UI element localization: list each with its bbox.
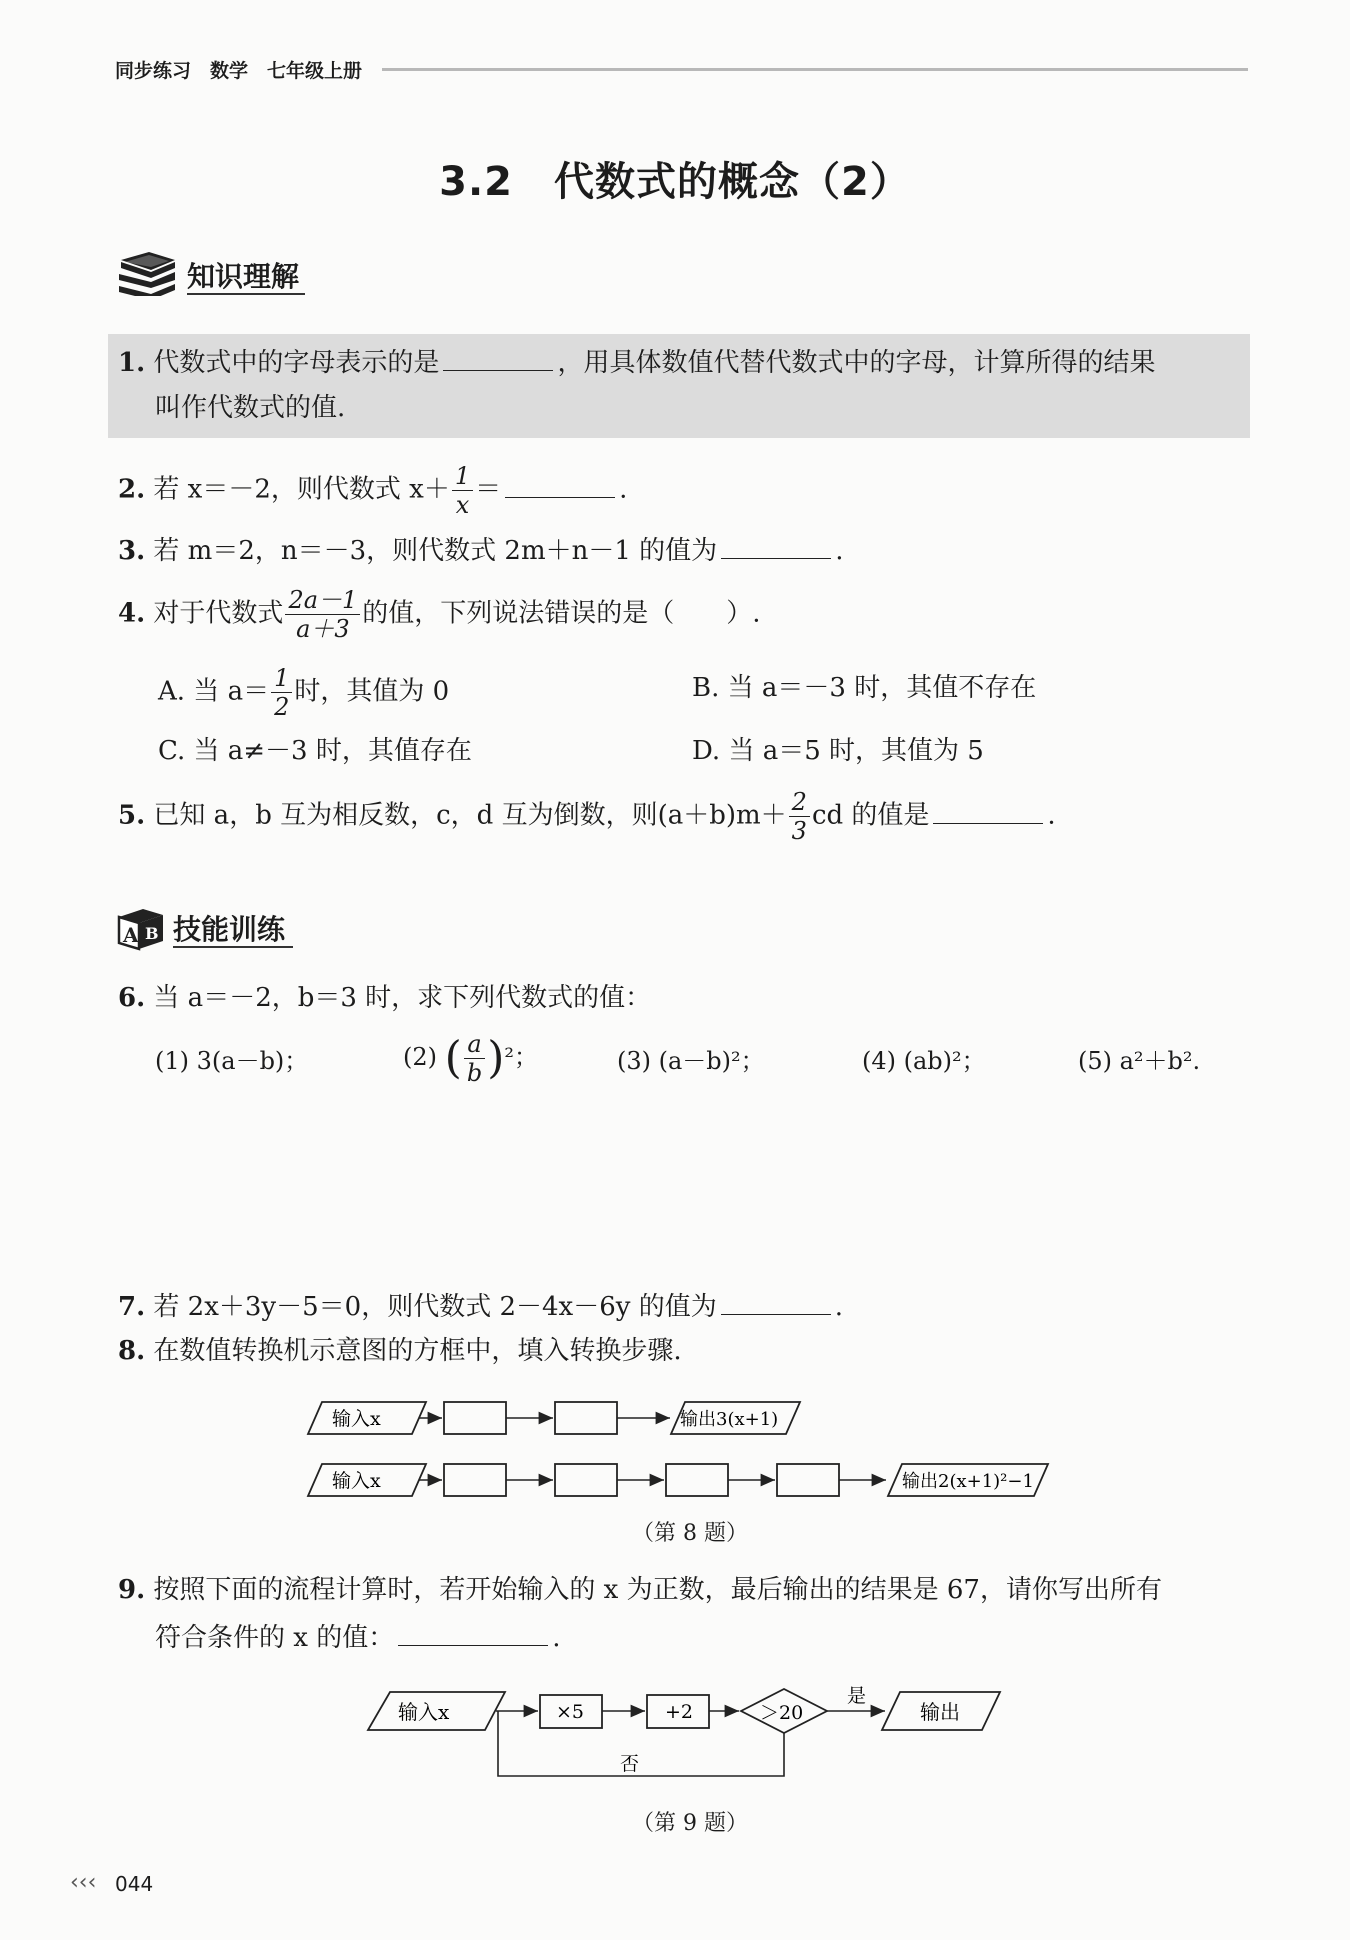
- page-number: 044: [115, 1872, 154, 1896]
- no-label: 否: [620, 1753, 640, 1775]
- section-title-skills: 技能训练: [173, 913, 286, 946]
- fraction-numerator: 1: [452, 462, 473, 491]
- question-7: [118, 1288, 843, 1325]
- q9-text-2: 符合条件的 x 的值：: [155, 1623, 395, 1653]
- q1-text-a: 代数式中的字母表示的是: [153, 348, 440, 378]
- q6-part-2-suffix: ²；: [504, 1043, 538, 1071]
- section-title-understanding: 知识理解: [187, 260, 300, 293]
- q6-part-5: (5) a²＋b².: [1078, 1047, 1201, 1075]
- section-underline: [187, 293, 305, 295]
- fraction-denominator: b: [466, 1059, 483, 1087]
- question-1-line2: 叫作代数式的值.: [155, 393, 346, 423]
- fraction-numerator: 1: [271, 664, 292, 693]
- q5-text: 已知 a，b 互为相反数，c，d 互为倒数，则(a＋b)m＋: [153, 800, 787, 831]
- q3-text: 若 m＝2，n＝－3，则代数式 2m＋n－1 的值为: [153, 536, 718, 566]
- period: .: [834, 1292, 843, 1322]
- yes-label: 是: [847, 1685, 867, 1707]
- fraction-numerator: 2a－1: [285, 586, 360, 615]
- answer-blank[interactable]: [398, 1619, 548, 1646]
- question-number: 8.: [118, 1336, 146, 1366]
- question-8: [118, 1333, 682, 1369]
- question-number: 9.: [118, 1575, 146, 1605]
- output-label: 输出3(x+1): [680, 1409, 779, 1430]
- step-box[interactable]: [555, 1464, 617, 1496]
- add-label: +2: [665, 1701, 694, 1723]
- option-b[interactable]: B. 当 a＝－3 时，其值不存在: [692, 673, 1037, 703]
- header-rule: [382, 68, 1248, 71]
- question-number: 5.: [118, 800, 146, 831]
- period: .: [552, 1623, 561, 1653]
- question-3: [118, 532, 843, 569]
- fraction-denominator: a＋3: [296, 615, 350, 643]
- fraction: [789, 788, 810, 845]
- fraction: [271, 664, 292, 721]
- output-label: 输出2(x+1)²−1: [902, 1471, 1034, 1492]
- question-4: [118, 586, 761, 643]
- answer-blank[interactable]: [443, 344, 553, 371]
- q1-text-b: ，用具体数值代替代数式中的字母，计算所得的结果: [557, 348, 1156, 378]
- fraction-denominator: 2: [274, 693, 290, 721]
- option-a-text: 时，其值为 0: [294, 676, 450, 707]
- figure-caption-9: （第 9 题）: [632, 1811, 748, 1836]
- question-2: [118, 462, 627, 519]
- condition-label: ＞20: [760, 1702, 804, 1724]
- q6-part-1: (1) 3(a－b)；: [155, 1047, 309, 1075]
- q2-text: 若 x＝－2，则代数式 x＋: [153, 474, 450, 505]
- q4-text: 对于代数式: [153, 598, 284, 629]
- answer-blank[interactable]: [721, 1288, 831, 1315]
- question-number: 6.: [118, 983, 146, 1013]
- section-underline: [173, 946, 293, 948]
- answer-blank[interactable]: [721, 532, 831, 559]
- q4-text-suffix: 的值，下列说法错误的是（ ）.: [362, 598, 761, 629]
- option-c[interactable]: C. 当 a≠－3 时，其值存在: [158, 736, 472, 766]
- q6-part-4: (4) (ab)²；: [862, 1047, 986, 1075]
- step-box[interactable]: [444, 1402, 506, 1434]
- diagram-row-1: [308, 1402, 800, 1434]
- q6-text: 当 a＝－2，b＝3 时，求下列代数式的值：: [153, 983, 652, 1013]
- answer-blank[interactable]: [933, 797, 1043, 824]
- fraction-denominator: 3: [791, 817, 807, 845]
- conversion-machine-diagram: [300, 1390, 1060, 1500]
- flowchart-diagram: [360, 1680, 1010, 1790]
- question-number: 2.: [118, 474, 146, 505]
- step-box[interactable]: [777, 1464, 839, 1496]
- question-number: 7.: [118, 1292, 146, 1322]
- question-number: 1.: [118, 348, 146, 378]
- step-box[interactable]: [444, 1464, 506, 1496]
- step-box[interactable]: [666, 1464, 728, 1496]
- q7-text: 若 2x＋3y－5＝0，则代数式 2－4x－6y 的值为: [153, 1292, 717, 1322]
- right-paren: ): [487, 1032, 505, 1084]
- fraction: [452, 462, 473, 519]
- step-box[interactable]: [555, 1402, 617, 1434]
- flow-input-label: 输入x: [398, 1700, 450, 1724]
- q6-part-2-label: (2): [403, 1043, 437, 1071]
- fraction-denominator: x: [455, 491, 470, 519]
- q6-part-3: (3) (a－b)²；: [617, 1047, 765, 1075]
- answer-blank[interactable]: [505, 471, 615, 498]
- q9-text: 按照下面的流程计算时，若开始输入的 x 为正数，最后输出的结果是 67，请你写出所有: [153, 1575, 1162, 1605]
- question-number: 3.: [118, 536, 146, 566]
- option-a-label: A. 当 a＝: [158, 676, 270, 707]
- option-a[interactable]: [158, 664, 449, 721]
- period: .: [619, 474, 628, 505]
- question-number: 4.: [118, 598, 146, 629]
- multiply-label: ×5: [556, 1701, 585, 1723]
- question-5: [118, 788, 1056, 845]
- question-9-line2: [155, 1619, 560, 1656]
- q5-text-suffix: cd 的值是: [811, 800, 930, 831]
- flow-output-label: 输出: [920, 1700, 960, 1724]
- question-1-line1: [118, 344, 1155, 381]
- fraction: [285, 586, 360, 643]
- option-d[interactable]: D. 当 a＝5 时，其值为 5: [692, 736, 984, 766]
- fraction-numerator: 2: [789, 788, 810, 817]
- period: .: [1047, 800, 1056, 831]
- fraction-numerator: a: [464, 1030, 485, 1059]
- input-label: 输入x: [332, 1408, 381, 1430]
- page-title: 3.2 代数式的概念（2）: [439, 159, 911, 205]
- loop-back-line: [498, 1711, 784, 1776]
- running-header: 同步练习 数学 七年级上册: [115, 60, 363, 82]
- diagram-row-2: [308, 1464, 1048, 1496]
- left-paren: (: [444, 1032, 462, 1084]
- q8-text: 在数值转换机示意图的方框中，填入转换步骤.: [153, 1336, 682, 1366]
- equals: ＝: [475, 474, 502, 505]
- books-icon: [115, 250, 179, 296]
- q6-part-2: [403, 1030, 538, 1087]
- fraction: [464, 1030, 485, 1087]
- svg-text:A: A: [123, 923, 139, 947]
- question-9-line1: [118, 1572, 1162, 1608]
- page-arrows: ‹‹‹: [70, 1870, 97, 1895]
- question-6: [118, 980, 651, 1016]
- ab-cube-icon: [115, 905, 165, 951]
- period: .: [835, 536, 844, 566]
- figure-caption-8: （第 8 题）: [632, 1521, 748, 1546]
- svg-text:B: B: [145, 924, 159, 943]
- input-label: 输入x: [332, 1470, 381, 1492]
